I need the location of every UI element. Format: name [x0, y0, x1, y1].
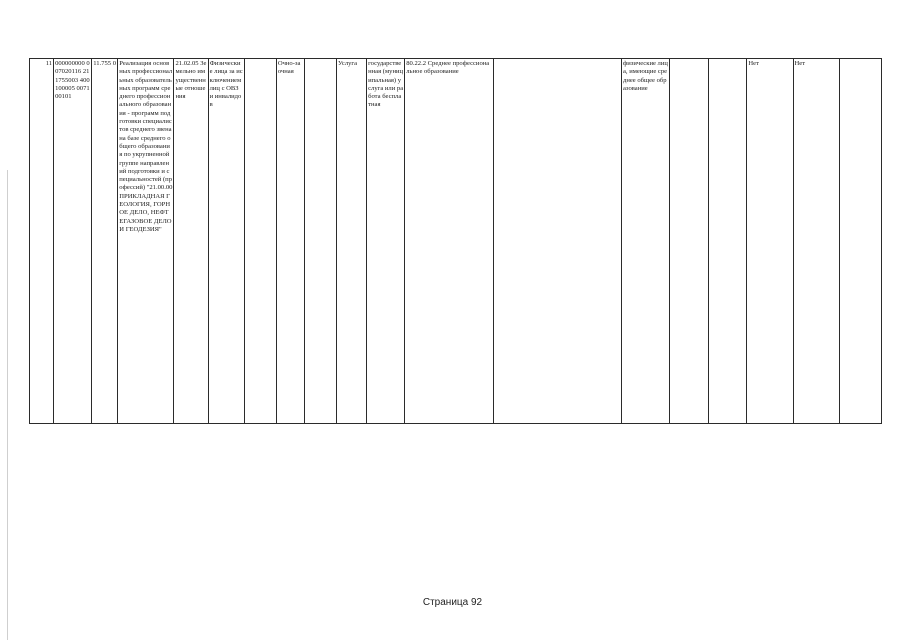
empty-cell — [304, 59, 336, 424]
flag-1: Нет — [747, 59, 793, 424]
empty-cell — [670, 59, 709, 424]
specialty: 21.02.05 Земельно имущественные отношения — [174, 59, 208, 424]
empty-cell — [839, 59, 881, 424]
registry-code: 000000000 007020116 211755003 400100005 007100101 — [54, 59, 92, 424]
row-number: 11 — [30, 59, 54, 424]
empty-cell — [709, 59, 747, 424]
service-name: Реализация основных профессиональных образовательных программ среднего профессионального образования - программ подготовки специалистов среднего звена на базе среднего общего образования по укрупненной группе направлений подготовки и специальностей (профессий) "21.00.00 ПРИКЛАДНАЯ ГЕОЛОГИЯ, ГОРНОЕ ДЕЛО, НЕФТЕГАЗОВОЕ ДЕЛО И ГЕОДЕЗИЯ" — [118, 59, 174, 424]
payment-type: государственная (муниципальная) услуга или работа бесплатная — [367, 59, 405, 424]
page-footer: Страница 92 — [422, 597, 483, 608]
flag-2: Нет — [793, 59, 839, 424]
okpd-code: 80.22.2 Среднее профессиональное образование — [405, 59, 493, 424]
service-type: Услуга — [337, 59, 367, 424]
empty-cell — [244, 59, 276, 424]
service-code: 11.755 0 — [92, 59, 118, 424]
page-edge-line — [7, 170, 8, 640]
study-form: Очно-заочная — [276, 59, 304, 424]
table-row — [30, 59, 882, 424]
empty-cell — [493, 59, 621, 424]
registry-table — [29, 58, 882, 424]
consumer-category: Физические лица за исключением лиц с ОВЗ и инвалидов — [208, 59, 244, 424]
consumers: физические лица, имеющие среднее общее образование — [621, 59, 669, 424]
